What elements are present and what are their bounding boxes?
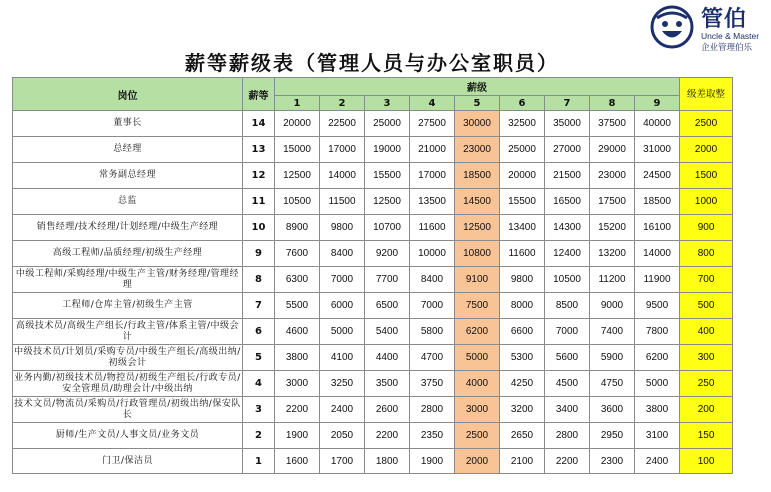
salary-cell-level-7: 35000 — [545, 111, 590, 137]
salary-cell-level-5: 18500 — [455, 163, 500, 189]
grade-cell: 7 — [243, 293, 275, 319]
salary-cell-level-1: 15000 — [275, 137, 320, 163]
salary-cell-level-8: 3600 — [590, 397, 635, 423]
level-header-8: 8 — [590, 96, 635, 111]
salary-cell-level-6: 9800 — [500, 267, 545, 293]
salary-cell-level-6: 2650 — [500, 423, 545, 449]
position-header: 岗位 — [13, 78, 243, 111]
level-header-9: 9 — [635, 96, 680, 111]
position-cell: 中级技术员/计划员/采购专员/中级生产组长/高级出纳/初级会计 — [13, 345, 243, 371]
salary-cell-level-9: 31000 — [635, 137, 680, 163]
difference-cell: 200 — [680, 397, 733, 423]
salary-cell-level-7: 2200 — [545, 449, 590, 474]
difference-cell: 500 — [680, 293, 733, 319]
salary-cell-level-9: 18500 — [635, 189, 680, 215]
salary-cell-level-5: 7500 — [455, 293, 500, 319]
salary-cell-level-9: 3100 — [635, 423, 680, 449]
grade-cell: 8 — [243, 267, 275, 293]
table-row — [13, 371, 733, 397]
salary-cell-level-6: 5300 — [500, 345, 545, 371]
difference-cell: 1000 — [680, 189, 733, 215]
salary-cell-level-3: 12500 — [365, 189, 410, 215]
salary-cell-level-1: 1900 — [275, 423, 320, 449]
salary-cell-level-1: 10500 — [275, 189, 320, 215]
salary-cell-level-1: 4600 — [275, 319, 320, 345]
position-cell: 董事长 — [13, 111, 243, 137]
salary-cell-level-8: 2300 — [590, 449, 635, 474]
salary-cell-level-3: 1800 — [365, 449, 410, 474]
level-header-1: 1 — [275, 96, 320, 111]
salary-cell-level-2: 6000 — [320, 293, 365, 319]
table-row — [13, 189, 733, 215]
salary-cell-level-1: 20000 — [275, 111, 320, 137]
salary-cell-level-4: 27500 — [410, 111, 455, 137]
grade-cell: 12 — [243, 163, 275, 189]
salary-cell-level-7: 4500 — [545, 371, 590, 397]
table-row — [13, 319, 733, 345]
salary-cell-level-3: 15500 — [365, 163, 410, 189]
salary-cell-level-5: 30000 — [455, 111, 500, 137]
position-cell: 常务副总经理 — [13, 163, 243, 189]
salary-cell-level-3: 4400 — [365, 345, 410, 371]
grade-cell: 3 — [243, 397, 275, 423]
salary-cell-level-9: 6200 — [635, 345, 680, 371]
difference-cell: 150 — [680, 423, 733, 449]
salary-cell-level-7: 16500 — [545, 189, 590, 215]
difference-cell: 250 — [680, 371, 733, 397]
salary-cell-level-2: 17000 — [320, 137, 365, 163]
salary-cell-level-7: 7000 — [545, 319, 590, 345]
salary-cell-level-6: 8000 — [500, 293, 545, 319]
table-row — [13, 449, 733, 474]
level-header-7: 7 — [545, 96, 590, 111]
salary-cell-level-2: 2400 — [320, 397, 365, 423]
salary-grade-table — [12, 77, 733, 474]
salary-cell-level-6: 20000 — [500, 163, 545, 189]
salary-cell-level-8: 23000 — [590, 163, 635, 189]
salary-cell-level-1: 6300 — [275, 267, 320, 293]
salary-cell-level-5: 2500 — [455, 423, 500, 449]
salary-cell-level-9: 14000 — [635, 241, 680, 267]
position-cell: 高级工程师/品质经理/初级生产经理 — [13, 241, 243, 267]
salary-cell-level-2: 22500 — [320, 111, 365, 137]
difference-cell: 400 — [680, 319, 733, 345]
level-header-6: 6 — [500, 96, 545, 111]
logo-name-cn: 管伯 — [701, 7, 748, 32]
salary-cell-level-3: 19000 — [365, 137, 410, 163]
grade-cell: 13 — [243, 137, 275, 163]
salary-cell-level-3: 2200 — [365, 423, 410, 449]
salary-cell-level-7: 5600 — [545, 345, 590, 371]
salary-cell-level-7: 10500 — [545, 267, 590, 293]
position-cell: 工程师/仓库主管/初级生产主管 — [13, 293, 243, 319]
salary-cell-level-7: 14300 — [545, 215, 590, 241]
salary-cell-level-5: 9100 — [455, 267, 500, 293]
grade-cell: 9 — [243, 241, 275, 267]
salary-cell-level-5: 23000 — [455, 137, 500, 163]
salary-cell-level-9: 5000 — [635, 371, 680, 397]
salary-cell-level-8: 29000 — [590, 137, 635, 163]
salary-cell-level-7: 2800 — [545, 423, 590, 449]
difference-cell: 2000 — [680, 137, 733, 163]
level-header-3: 3 — [365, 96, 410, 111]
salary-cell-level-5: 2000 — [455, 449, 500, 474]
salary-cell-level-4: 1900 — [410, 449, 455, 474]
level-header-4: 4 — [410, 96, 455, 111]
level-header-2: 2 — [320, 96, 365, 111]
salary-cell-level-8: 13200 — [590, 241, 635, 267]
logo-name-en: Uncle & Master — [701, 31, 760, 41]
salary-cell-level-6: 3200 — [500, 397, 545, 423]
salary-cell-level-9: 9500 — [635, 293, 680, 319]
position-cell: 销售经理/技术经理/计划经理/中级生产经理 — [13, 215, 243, 241]
difference-cell: 2500 — [680, 111, 733, 137]
levels-group-header: 薪级 — [275, 78, 680, 96]
salary-cell-level-5: 4000 — [455, 371, 500, 397]
salary-cell-level-5: 12500 — [455, 215, 500, 241]
salary-cell-level-1: 12500 — [275, 163, 320, 189]
salary-cell-level-9: 11900 — [635, 267, 680, 293]
salary-cell-level-2: 11500 — [320, 189, 365, 215]
salary-cell-level-9: 16100 — [635, 215, 680, 241]
table-row — [13, 397, 733, 423]
grade-cell: 5 — [243, 345, 275, 371]
salary-cell-level-9: 24500 — [635, 163, 680, 189]
salary-cell-level-3: 9200 — [365, 241, 410, 267]
salary-cell-level-7: 21500 — [545, 163, 590, 189]
salary-cell-level-4: 11600 — [410, 215, 455, 241]
salary-cell-level-7: 27000 — [545, 137, 590, 163]
salary-cell-level-6: 4250 — [500, 371, 545, 397]
salary-cell-level-5: 6200 — [455, 319, 500, 345]
salary-cell-level-2: 14000 — [320, 163, 365, 189]
salary-cell-level-1: 7600 — [275, 241, 320, 267]
grade-cell: 11 — [243, 189, 275, 215]
salary-cell-level-8: 7400 — [590, 319, 635, 345]
grade-cell: 1 — [243, 449, 275, 474]
table-row — [13, 111, 733, 137]
salary-cell-level-9: 7800 — [635, 319, 680, 345]
salary-cell-level-4: 8400 — [410, 267, 455, 293]
salary-cell-level-4: 21000 — [410, 137, 455, 163]
salary-cell-level-3: 7700 — [365, 267, 410, 293]
salary-cell-level-7: 8500 — [545, 293, 590, 319]
salary-cell-level-4: 5800 — [410, 319, 455, 345]
salary-cell-level-2: 5000 — [320, 319, 365, 345]
table-row — [13, 137, 733, 163]
salary-cell-level-4: 2350 — [410, 423, 455, 449]
position-cell: 总经理 — [13, 137, 243, 163]
grade-cell: 10 — [243, 215, 275, 241]
difference-cell: 100 — [680, 449, 733, 474]
salary-cell-level-1: 5500 — [275, 293, 320, 319]
salary-cell-level-2: 8400 — [320, 241, 365, 267]
difference-cell: 900 — [680, 215, 733, 241]
salary-cell-level-2: 3250 — [320, 371, 365, 397]
salary-cell-level-4: 2800 — [410, 397, 455, 423]
salary-cell-level-6: 11600 — [500, 241, 545, 267]
salary-cell-level-8: 11200 — [590, 267, 635, 293]
salary-cell-level-6: 13400 — [500, 215, 545, 241]
salary-cell-level-6: 32500 — [500, 111, 545, 137]
salary-cell-level-1: 1600 — [275, 449, 320, 474]
table-row — [13, 215, 733, 241]
difference-cell: 1500 — [680, 163, 733, 189]
salary-cell-level-8: 5900 — [590, 345, 635, 371]
level-header-5: 5 — [455, 96, 500, 111]
salary-cell-level-3: 3500 — [365, 371, 410, 397]
salary-cell-level-5: 10800 — [455, 241, 500, 267]
page-title: 薪等薪级表（管理人员与办公室职员） — [185, 51, 559, 75]
position-cell: 高级技术员/高级生产组长/行政主管/体系主管/中级会计 — [13, 319, 243, 345]
salary-cell-level-2: 7000 — [320, 267, 365, 293]
table-row — [13, 163, 733, 189]
table-row — [13, 267, 733, 293]
grade-cell: 2 — [243, 423, 275, 449]
salary-cell-level-6: 6600 — [500, 319, 545, 345]
smiley-logo-icon — [649, 4, 695, 50]
salary-cell-level-1: 3000 — [275, 371, 320, 397]
salary-cell-level-5: 3000 — [455, 397, 500, 423]
salary-cell-level-8: 9000 — [590, 293, 635, 319]
table-row — [13, 345, 733, 371]
salary-cell-level-8: 4750 — [590, 371, 635, 397]
salary-cell-level-2: 4100 — [320, 345, 365, 371]
salary-cell-level-4: 13500 — [410, 189, 455, 215]
salary-cell-level-9: 2400 — [635, 449, 680, 474]
grade-cell: 6 — [243, 319, 275, 345]
salary-cell-level-4: 10000 — [410, 241, 455, 267]
logo-tagline: 企业管理伯乐 — [701, 43, 753, 53]
salary-cell-level-7: 3400 — [545, 397, 590, 423]
salary-cell-level-9: 3800 — [635, 397, 680, 423]
salary-cell-level-7: 12400 — [545, 241, 590, 267]
table-row — [13, 423, 733, 449]
difference-header: 级差取整 — [680, 78, 733, 111]
table-row — [13, 293, 733, 319]
salary-cell-level-5: 5000 — [455, 345, 500, 371]
salary-cell-level-9: 40000 — [635, 111, 680, 137]
salary-cell-level-4: 17000 — [410, 163, 455, 189]
salary-cell-level-1: 8900 — [275, 215, 320, 241]
grade-cell: 14 — [243, 111, 275, 137]
salary-cell-level-6: 25000 — [500, 137, 545, 163]
salary-cell-level-3: 2600 — [365, 397, 410, 423]
salary-cell-level-2: 2050 — [320, 423, 365, 449]
position-cell: 中级工程师/采购经理/中级生产主管/财务经理/管理经理 — [13, 267, 243, 293]
salary-cell-level-2: 1700 — [320, 449, 365, 474]
salary-cell-level-3: 25000 — [365, 111, 410, 137]
difference-cell: 800 — [680, 241, 733, 267]
salary-cell-level-3: 6500 — [365, 293, 410, 319]
grade-cell: 4 — [243, 371, 275, 397]
grade-header: 薪等 — [243, 78, 275, 111]
salary-cell-level-4: 7000 — [410, 293, 455, 319]
salary-cell-level-4: 4700 — [410, 345, 455, 371]
salary-cell-level-8: 17500 — [590, 189, 635, 215]
salary-cell-level-4: 3750 — [410, 371, 455, 397]
salary-cell-level-1: 2200 — [275, 397, 320, 423]
salary-cell-level-5: 14500 — [455, 189, 500, 215]
salary-cell-level-8: 37500 — [590, 111, 635, 137]
salary-cell-level-3: 10700 — [365, 215, 410, 241]
salary-cell-level-3: 5400 — [365, 319, 410, 345]
salary-cell-level-6: 15500 — [500, 189, 545, 215]
position-cell: 业务内勤/初级技术员/物控员/初级生产组长/行政专员/安全管理员/助理会计/中级出纳 — [13, 371, 243, 397]
position-cell: 门卫/保洁员 — [13, 449, 243, 474]
difference-cell: 700 — [680, 267, 733, 293]
salary-cell-level-8: 15200 — [590, 215, 635, 241]
position-cell: 总监 — [13, 189, 243, 215]
difference-cell: 300 — [680, 345, 733, 371]
table-row — [13, 241, 733, 267]
salary-cell-level-2: 9800 — [320, 215, 365, 241]
salary-cell-level-6: 2100 — [500, 449, 545, 474]
salary-cell-level-1: 3800 — [275, 345, 320, 371]
position-cell: 技术文员/物流员/采购员/行政管理员/初级出纳/保安队长 — [13, 397, 243, 423]
salary-cell-level-8: 2950 — [590, 423, 635, 449]
position-cell: 厨师/生产文员/人事文员/业务文员 — [13, 423, 243, 449]
